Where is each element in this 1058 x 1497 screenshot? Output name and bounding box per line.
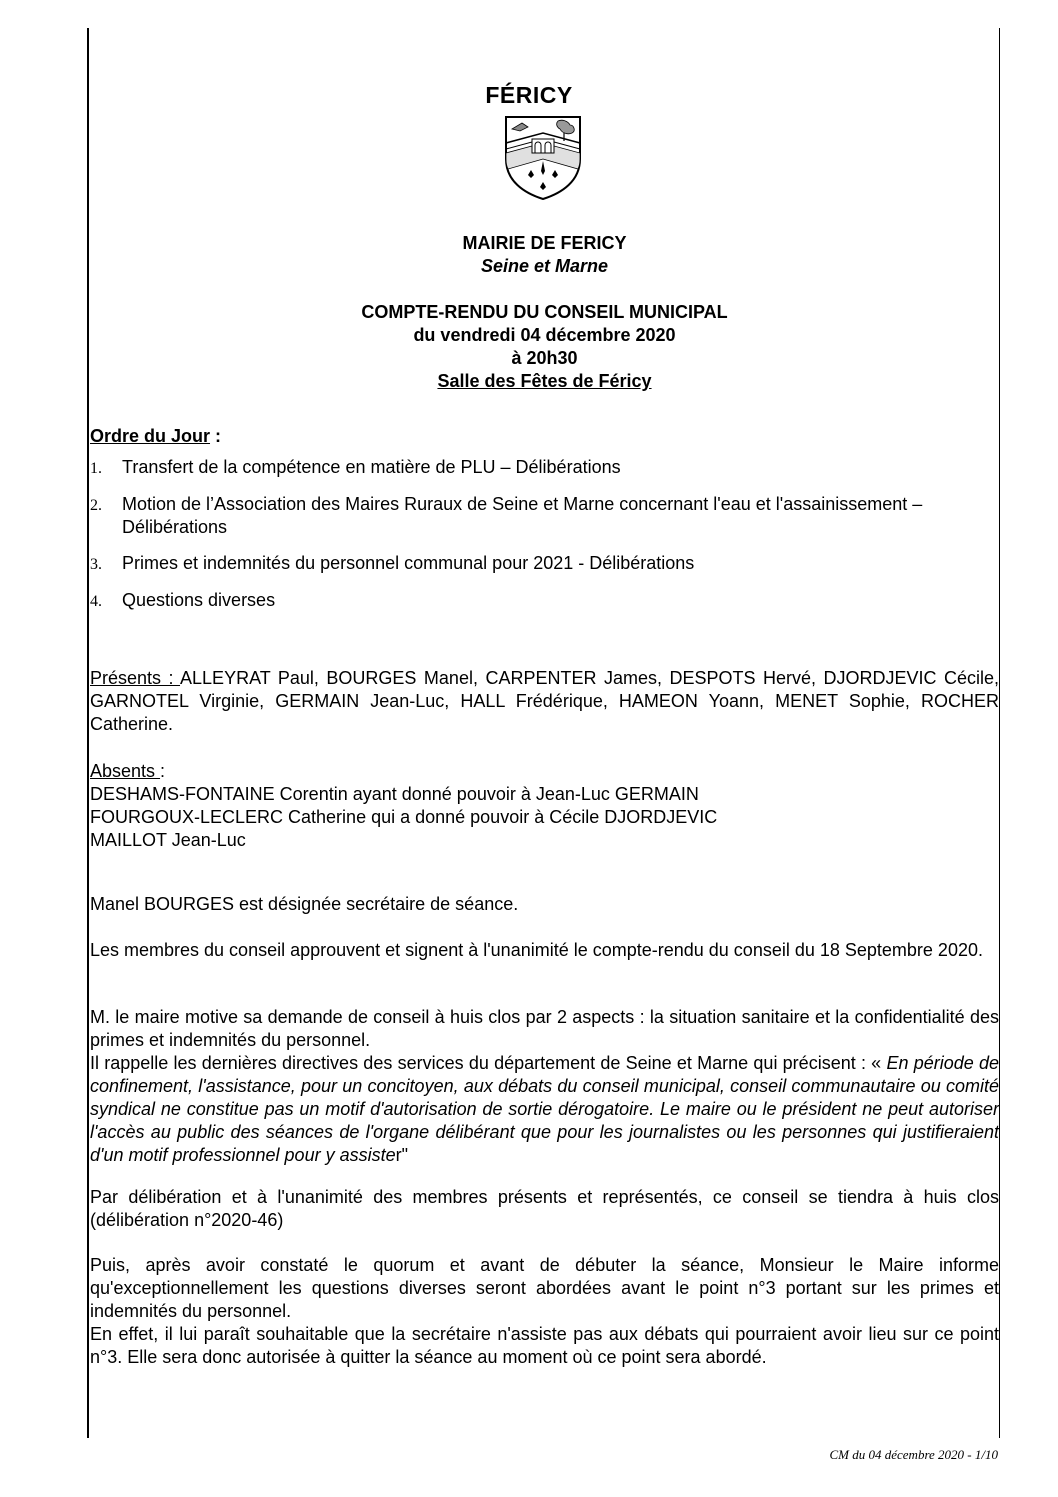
absent-entry: FOURGOUX-LECLERC Catherine qui a donné pouvoir à Cécile DJORDJEVIC [90,807,718,827]
presents-label: Présents : [90,668,181,688]
directive-intro: Il rappelle les dernières directives des services du département de Seine et Marne qui précisent : « [90,1053,887,1073]
agenda-heading-colon: : [210,426,222,446]
agenda-item-text: Questions diverses [122,590,276,610]
mairie-title: MAIRIE DE FERICY [462,233,627,253]
agenda-list [90,456,999,626]
agenda-item-text: Transfert de la compétence en matière de PLU – Délibérations [122,457,621,477]
agenda-item-number: 3. [90,556,102,573]
meeting-location: Salle des Fêtes de Féricy [437,371,652,391]
agenda-item-text: Primes et indemnités du personnel communal pour 2021 - Délibérations [122,553,695,573]
town-logo-text: FÉRICY [485,82,573,108]
right-margin-rule [999,28,1000,1438]
agenda-item [90,589,999,612]
absents-block [90,760,999,852]
approval-paragraph: Les membres du conseil approuvent et signent à l'unanimité le compte-rendu du conseil du 18 Septembre 2020. [90,940,983,960]
agenda-item-number: 1. [90,460,102,477]
agenda-item-number: 2. [90,497,102,514]
absents-label: Absents [90,761,161,781]
page-footer: CM du 04 décembre 2020 - 1/10 [829,1447,998,1462]
meeting-time: à 20h30 [511,348,578,368]
closed-session-paragraph [90,1006,999,1167]
document-title: COMPTE-RENDU DU CONSEIL MUNICIPAL [361,302,728,322]
secretary-paragraph: Manel BOURGES est désignée secrétaire de séance. [90,894,519,914]
presents-names: ALLEYRAT Paul, BOURGES Manel, CARPENTER James, DESPOTS Hervé, DJORDJEVIC Cécile, GARNOTEL Virginie, GERMAIN Jean-Luc, HALL Frédérique, HAMEON Yoann, MENET Sophie, ROCHER Catherine. [90,668,999,734]
presents-paragraph [90,667,999,736]
closed-session-reason: M. le maire motive sa demande de conseil à huis clos par 2 aspects : la situation sanitaire et la confidentialité des primes et indemnités du personnel. [90,1007,999,1050]
departement-subtitle: Seine et Marne [480,256,609,276]
absents-colon: : [160,761,166,781]
agenda-item [90,493,999,539]
quorum-explanation: En effet, il lui paraît souhaitable que la secrétaire n'assiste pas aux débats qui pourraient avoir lieu sur ce point n°3. Elle sera donc autorisée à quitter la séance au moment où ce point sera abordé. [90,1324,999,1367]
quorum-text: Puis, après avoir constaté le quorum et avant de débuter la séance, Monsieur le Maire informe qu'exceptionnellement les questions diverses seront abordées avant le point n°3 portant sur les primes et indemnités du personnel. [90,1255,999,1321]
directive-paragraph [90,1052,999,1167]
quorum-paragraph [90,1254,999,1369]
directive-quote: En période de confinement, l'assistance, pour un concitoyen, aux débats du conseil municipal, conseil communautaire ou comité syndical ne constitue pas un motif d'autorisation de sortie dérogatoire. Le maire ou le président ne peut autoriser l'accès au public des séances de l'organe délibérant que pour les journalistes ou les personnes qui justifieraient d'un motif professionnel pour y assiste [90,1053,999,1165]
absent-entry: MAILLOT Jean-Luc [90,830,246,850]
agenda-heading-label: Ordre du Jour [90,426,211,446]
meeting-date: du vendredi 04 décembre 2020 [413,325,676,345]
agenda-item [90,456,999,479]
left-margin-rule [87,28,89,1438]
agenda-heading [90,426,221,447]
absent-entry: DESHAMS-FONTAINE Corentin ayant donné pouvoir à Jean-Luc GERMAIN [90,784,699,804]
document-header [90,232,999,393]
coat-of-arms-icon [502,113,584,201]
agenda-item-text: Motion de l’Association des Maires Ruraux de Seine et Marne concernant l'eau et l'assainissement – Délibérations [122,494,923,537]
agenda-item-number: 4. [90,593,102,610]
agenda-item [90,552,999,575]
deliberation-paragraph: Par délibération et à l'unanimité des membres présents et représentés, ce conseil se tiendra à huis clos (délibération n°2020-46) [90,1187,999,1230]
directive-quote-end: r" [395,1145,408,1165]
